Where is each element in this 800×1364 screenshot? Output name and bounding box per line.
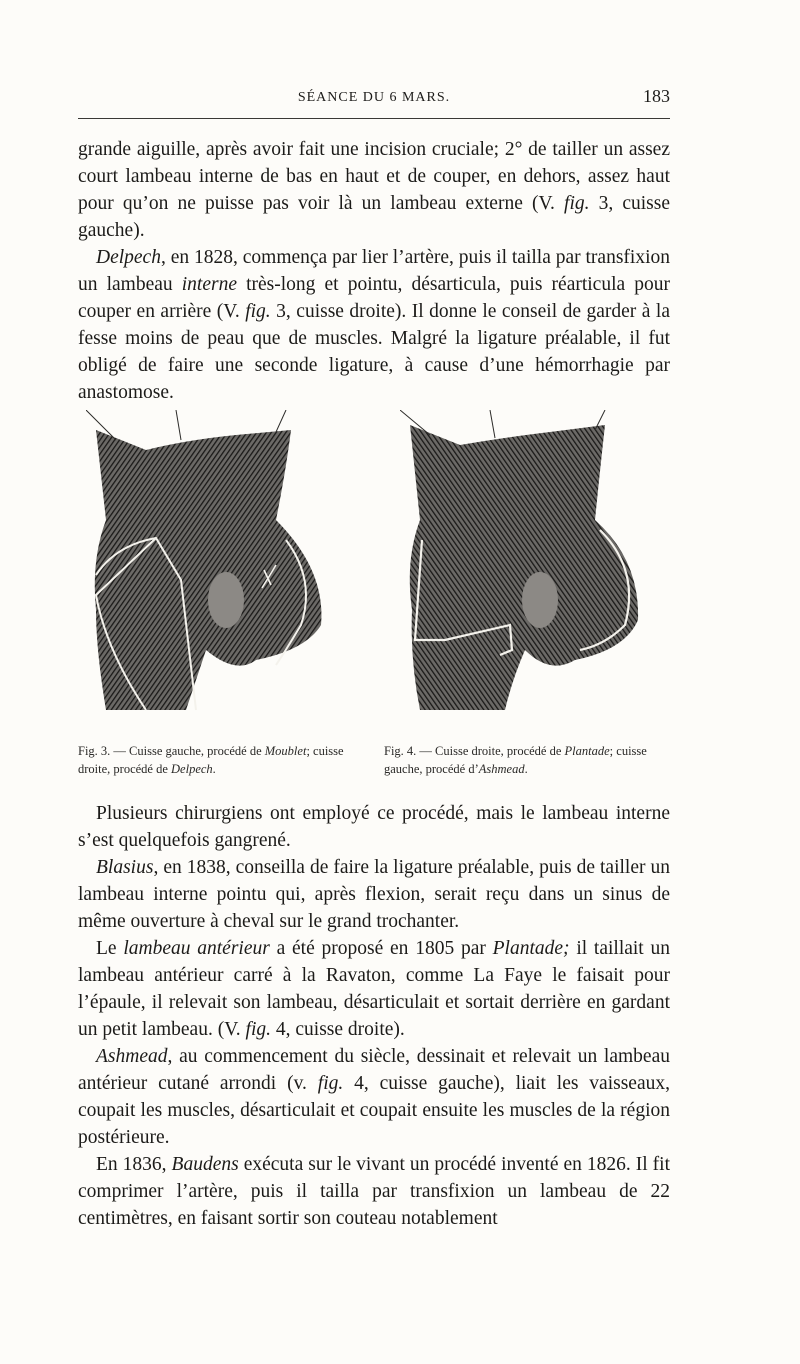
caption-run: ; cuisse droite, procédé de xyxy=(78,744,344,776)
paragraph-run: Ashmead xyxy=(96,1046,168,1067)
paragraph-run: 3, cuisse gauche). xyxy=(78,193,671,241)
running-head xyxy=(78,86,670,112)
caption-run: Plantade xyxy=(564,744,610,758)
paragraph-run: , au commencement du siècle, dessinait et relevait un lambeau antérieur cutané arrondi (v. xyxy=(78,1046,670,1094)
paragraph-run: grande aiguille, après avoir fait une incision cruciale; 2° de tailler un assez court lambeau interne de bas en haut et de couper, en dehors, assez haut pour qu’on ne puisse pas voir là un lambeau externe (V. xyxy=(78,139,670,214)
paragraph-run: Delpech xyxy=(96,247,161,268)
paragraph-run: Plusieurs chirurgiens ont employé ce procédé, mais le lambeau interne s’est quelquefois gangrené. xyxy=(78,803,670,851)
paragraph xyxy=(78,854,670,935)
paragraph-run: fig. xyxy=(245,301,271,322)
paragraph-run: Plantade; xyxy=(492,938,570,959)
paragraph-run: , en 1838, conseilla de faire la ligature préalable, puis de tailler un lambeau interne pointu qui, après flexion, serait reçu dans un sinus de même ouverture à cheval sur le grand trochanter. xyxy=(78,857,670,932)
paragraph xyxy=(78,244,670,406)
text-block-top xyxy=(78,136,670,406)
paragraph-run: En 1836, xyxy=(96,1154,172,1175)
paragraph xyxy=(78,935,670,1043)
figure-4-illustration xyxy=(400,410,640,730)
paragraph-run: exécuta sur le vivant un procédé inventé en 1826. Il fit comprimer l’artère, puis il tailla par transfixion un lambeau de 22 centimètres, en faisant sortir son couteau notablement xyxy=(78,1154,670,1229)
paragraph-run: fig. xyxy=(245,1019,271,1040)
paragraph-run: , en 1828, commença par lier l’artère, puis il tailla par transfixion un lambeau xyxy=(78,247,670,295)
caption-run: Fig. 3. — Cuisse gauche, procédé de xyxy=(78,744,265,758)
figure-3-caption xyxy=(78,742,358,778)
figure-4-caption xyxy=(384,742,664,778)
caption-run: Fig. 4. — Cuisse droite, procédé de xyxy=(384,744,565,758)
figure-4-engraving xyxy=(400,410,640,730)
paragraph xyxy=(78,800,670,854)
caption-run: Delpech xyxy=(171,762,213,776)
text-block-bottom xyxy=(78,800,670,1232)
paragraph-run: 4, cuisse droite). xyxy=(271,1019,405,1040)
paragraph xyxy=(78,1043,670,1151)
paragraph-run: a été proposé en 1805 par xyxy=(269,938,493,959)
paragraph-run: interne xyxy=(181,274,237,295)
caption-run: Moublet xyxy=(264,744,307,758)
paragraph-run: Blasius xyxy=(96,857,154,878)
caption-run: . xyxy=(212,762,216,776)
paragraph-run: 4, cuisse gauche), liait les vaisseaux, coupait les muscles, désarticulait et coupait ensuite les muscles de la région postérieure. xyxy=(78,1073,670,1148)
running-title: SÉANCE DU 6 MARS. xyxy=(297,90,451,105)
paragraph-run: Le xyxy=(96,938,124,959)
paragraph-run: Baudens xyxy=(171,1154,239,1175)
page-number: 183 xyxy=(643,86,670,106)
paragraph xyxy=(78,1151,670,1232)
header-rule xyxy=(78,118,670,119)
paragraph-run: fig. xyxy=(317,1073,344,1094)
paragraph-run: lambeau antérieur xyxy=(123,938,270,959)
caption-run: ; cuisse gauche, procédé d’ xyxy=(384,744,647,776)
caption-run: Ashmead xyxy=(478,762,525,776)
figure-3-illustration xyxy=(86,410,326,730)
paragraph-run: il taillait un lambeau antérieur carré à la Ravaton, comme La Faye le faisait pour l’épaule, il relevait son lambeau, désarticulait et sortait derrière en gardant un petit lambeau. (V. xyxy=(78,938,670,1040)
paragraph-run: 3, cuisse droite). Il donne le conseil de garder à la fesse moins de peau que de muscles. Malgré la ligature préalable, il fut obligé de faire une seconde ligature, à cause d’une hémorrhagie par anastomose. xyxy=(78,301,670,403)
paragraph-run: fig. xyxy=(564,193,590,214)
figure-3-engraving xyxy=(86,410,326,730)
caption-run: . xyxy=(524,762,528,776)
paragraph xyxy=(78,136,670,244)
paragraph-run: très-long et pointu, désarticula, puis réarticula pour couper en arrière (V. xyxy=(78,274,670,322)
